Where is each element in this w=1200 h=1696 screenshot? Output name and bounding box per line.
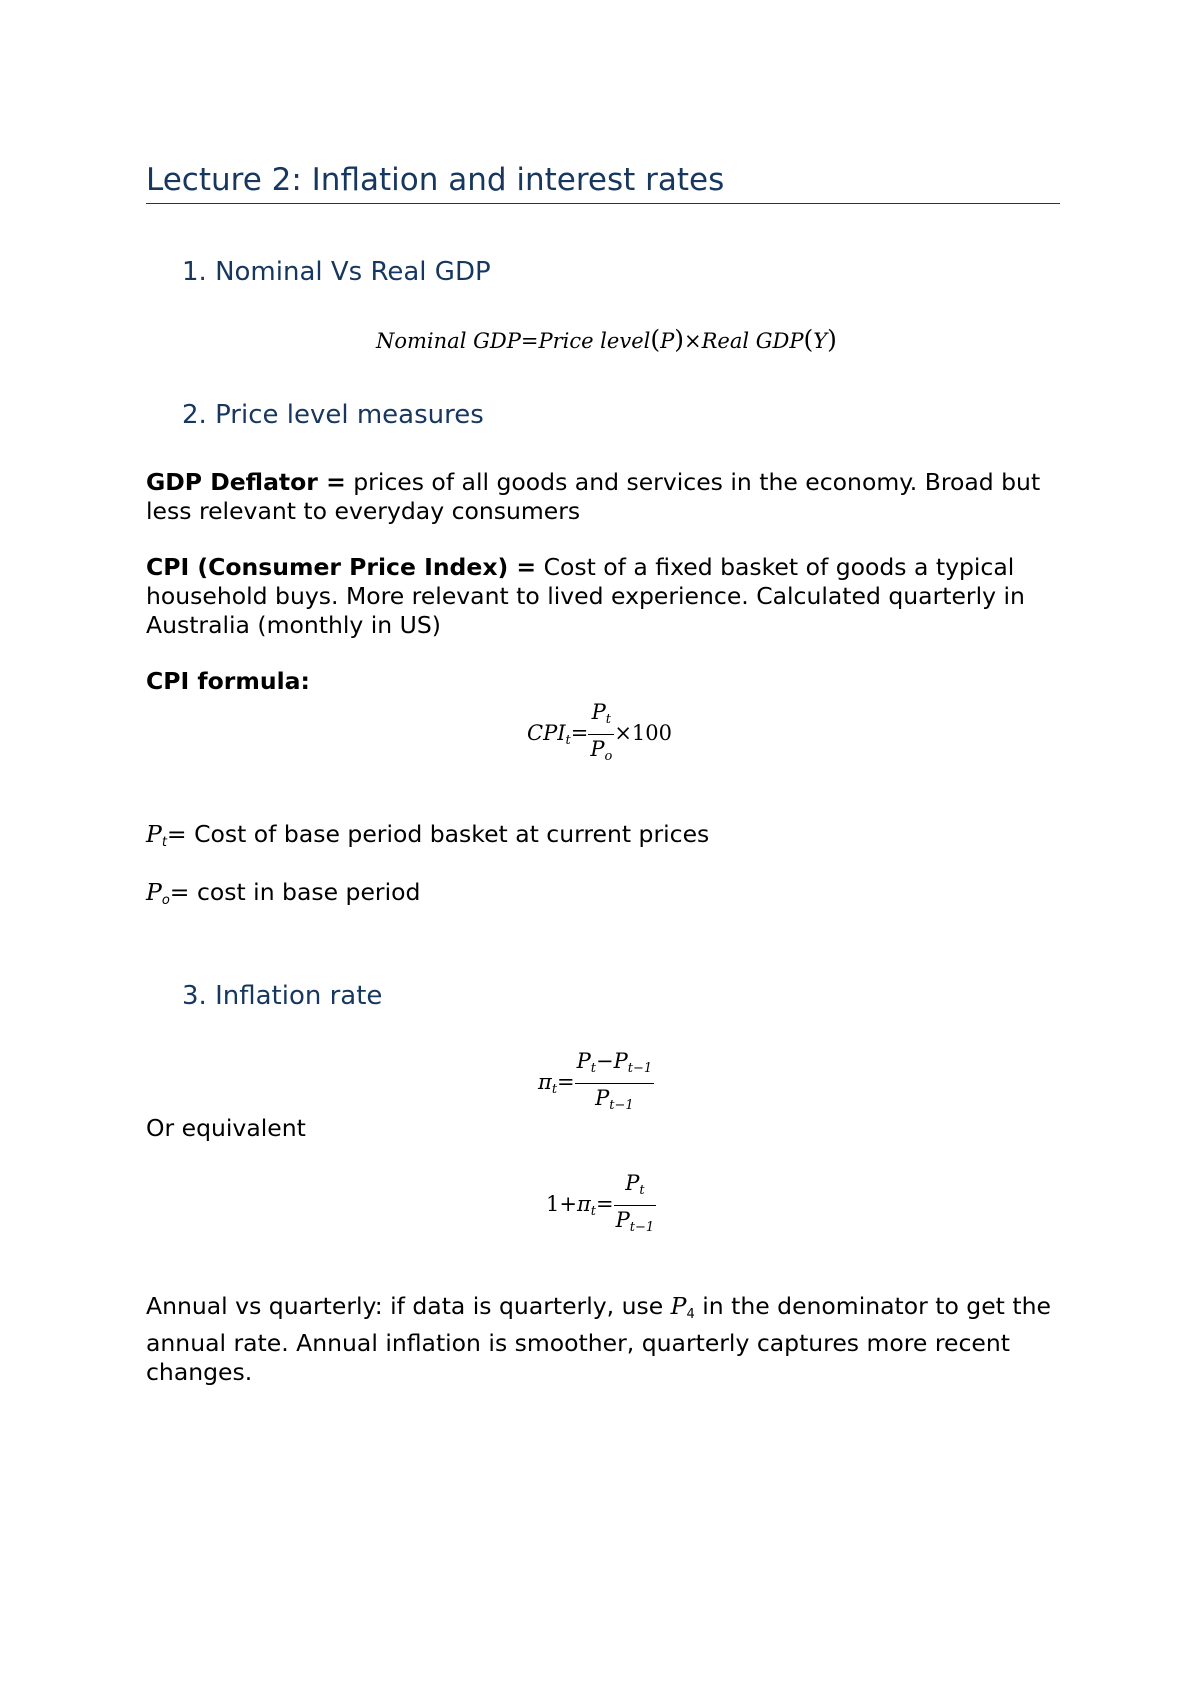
section-heading-price-level-measures xyxy=(182,399,484,431)
pt-sub: t xyxy=(161,835,167,850)
infl2-one-plus: 1+ xyxy=(546,1192,577,1216)
infl2-lhs: π xyxy=(576,1192,591,1216)
eq-y: Y xyxy=(813,329,828,353)
pt-text: = Cost of base period basket at current prices xyxy=(166,820,710,848)
pt-definition xyxy=(146,820,1076,857)
eq-equals: = xyxy=(520,329,539,353)
infl2-den: P xyxy=(615,1208,630,1232)
cpi-factor: 100 xyxy=(631,721,673,745)
po-sub: o xyxy=(161,893,170,908)
gdp-deflator-text: prices of all goods and services in the economy. Broad but less relevant to everyday consumers xyxy=(146,468,1041,525)
cpi-text: Cost of a fixed basket of goods a typical household buys. More relevant to lived experience. Calculated quarterly in Australia (monthly in US) xyxy=(146,553,1025,639)
pt-symbol: P xyxy=(146,820,162,848)
cpi-den: P xyxy=(590,737,605,761)
section-title: Price level measures xyxy=(215,400,484,430)
annual-sub: 4 xyxy=(686,1307,695,1322)
infl-den: P xyxy=(595,1086,610,1110)
eq-nominal-gdp: Nominal GDP xyxy=(376,329,521,353)
eq-times: × xyxy=(684,329,702,353)
gdp-equation: Nominal GDP=Price level(P)×Real GDP(Y) xyxy=(376,325,837,354)
eq-real-gdp: Real GDP xyxy=(701,329,804,353)
or-equivalent-paragraph xyxy=(146,1114,1076,1143)
inflation-equation xyxy=(538,1048,654,1119)
infl-num-a-sub: t xyxy=(590,1061,597,1076)
gdp-deflator-term: GDP Deflator = xyxy=(146,468,346,496)
infl-num-a: P xyxy=(576,1049,591,1073)
infl-lhs-sub: t xyxy=(551,1082,558,1097)
section-number: 2. xyxy=(182,400,207,430)
infl2-eq: = xyxy=(596,1192,614,1216)
annual-before: Annual vs quarterly: if data is quarterly, use xyxy=(146,1292,671,1320)
infl-den-sub: t−1 xyxy=(609,1098,634,1113)
cpi-paragraph xyxy=(146,553,1076,640)
cpi-den-sub: o xyxy=(604,749,613,764)
infl-fraction xyxy=(575,1048,655,1119)
section-title: Nominal Vs Real GDP xyxy=(215,257,491,287)
cpi-formula-label-paragraph xyxy=(146,667,1076,696)
eq-price-level: Price level xyxy=(538,329,651,353)
infl2-lhs-sub: t xyxy=(590,1204,597,1219)
cpi-formula-label: CPI formula: xyxy=(146,667,310,695)
infl-num-b: P xyxy=(613,1049,628,1073)
infl2-num: P xyxy=(625,1171,640,1195)
page-title: Lecture 2: Inflation and interest rates xyxy=(146,160,1060,204)
cpi-num-sub: t xyxy=(605,712,612,727)
po-definition xyxy=(146,878,1076,915)
infl-minus: − xyxy=(596,1049,614,1073)
infl2-den-sub: t−1 xyxy=(629,1220,655,1235)
section-number: 3. xyxy=(182,981,207,1011)
annual-after: in the denominator to get the annual rate. Annual inflation is smoother, quarterly captures more recent changes. xyxy=(146,1292,1051,1386)
cpi-lhs-sub: t xyxy=(565,733,571,748)
po-text: = cost in base period xyxy=(169,878,421,906)
cpi-times: × xyxy=(614,721,632,745)
eq-p: P xyxy=(660,329,675,353)
cpi-num: P xyxy=(591,700,606,724)
or-equivalent-text: Or equivalent xyxy=(146,1114,306,1142)
cpi-fraction xyxy=(588,699,614,770)
infl-num-b-sub: t−1 xyxy=(627,1061,653,1076)
infl2-fraction xyxy=(614,1170,657,1241)
annual-symbol: P xyxy=(670,1292,687,1320)
cpi-term: CPI (Consumer Price Index) = xyxy=(146,553,537,581)
annual-vs-quarterly-paragraph xyxy=(146,1292,1076,1387)
infl2-num-sub: t xyxy=(639,1183,645,1198)
cpi-equation xyxy=(527,699,672,770)
cpi-eq: = xyxy=(570,721,589,745)
gdp-deflator-paragraph xyxy=(146,468,1076,526)
section-heading-nominal-vs-real-gdp xyxy=(182,256,491,288)
po-symbol: P xyxy=(146,878,162,906)
section-heading-inflation-rate xyxy=(182,980,382,1012)
infl-lhs: π xyxy=(538,1070,552,1094)
inflation-equation-2 xyxy=(546,1170,656,1241)
infl-eq: = xyxy=(557,1070,575,1094)
section-number: 1. xyxy=(182,257,207,287)
section-title: Inflation rate xyxy=(215,981,383,1011)
cpi-lhs: CPI xyxy=(527,721,566,745)
